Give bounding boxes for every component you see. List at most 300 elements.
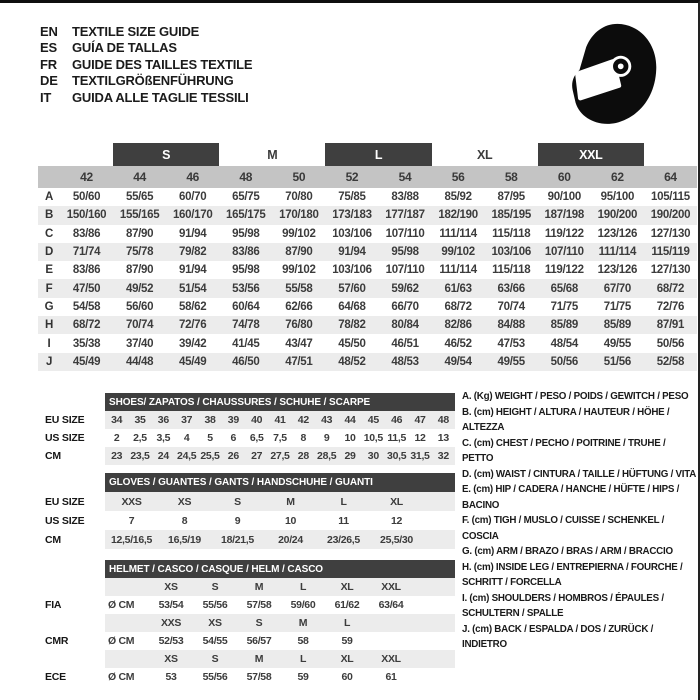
legend-item: I. (cm) SHOULDERS / HOMBROS / ÉPAULES / SCHULTERN / SPALLE (462, 592, 664, 619)
value-cell: 5 (207, 432, 213, 444)
table-title-row (38, 393, 455, 411)
size-value: 87/95 (497, 191, 525, 204)
size-number: 44 (113, 166, 166, 188)
value-cell: XXS (160, 617, 182, 629)
language-code: IT (40, 89, 52, 105)
value-cell: 9 (234, 514, 241, 527)
size-value: 48/54 (550, 337, 578, 350)
size-value: 115/118 (492, 227, 531, 240)
size-value: 87/90 (125, 227, 154, 240)
value-cell: 20/24 (278, 533, 303, 546)
value-cell: 12 (414, 432, 426, 444)
size-value: 80/84 (378, 316, 431, 334)
row-label (38, 578, 105, 596)
language-code: DE (40, 73, 58, 89)
value-cell: 59 (297, 671, 309, 683)
legend-item: C. (cm) CHEST / PECHO / POITRINE / TRUHE / PETTO (462, 437, 666, 464)
table-row (38, 596, 455, 614)
size-value: 50/60 (72, 191, 101, 204)
language-item (40, 73, 252, 90)
size-value: 190/200 (591, 206, 644, 224)
table-title: SHOES/ ZAPATOS / CHAUSSURES / SCHUHE / SCARPE (105, 393, 455, 411)
row-letter-j: J (38, 353, 60, 371)
size-value: 182/190 (432, 206, 485, 224)
size-number: 48 (219, 166, 272, 188)
value-cell: 55/56 (202, 671, 228, 683)
value-cell: 53/54 (158, 599, 184, 611)
size-value: 83/88 (391, 191, 419, 204)
size-number: 46 (166, 166, 219, 188)
row-letter-c: C (44, 227, 53, 240)
size-value: 65/75 (232, 191, 260, 204)
size-value: 83/86 (219, 243, 272, 261)
table-row (38, 614, 455, 632)
size-value: 39/42 (179, 337, 207, 350)
row-letter-f: F (38, 279, 60, 297)
size-value: 68/72 (644, 279, 697, 297)
size-value: 45/49 (60, 353, 113, 371)
value-cell: 9 (323, 432, 330, 444)
value-cell: 28,5 (317, 450, 337, 462)
size-value: 66/70 (391, 300, 419, 313)
size-value: 55/65 (125, 191, 154, 204)
value-cell: 35 (134, 414, 146, 426)
value-cell: 23/26,5 (327, 533, 360, 546)
table-row (38, 578, 455, 596)
row-cells (105, 614, 455, 632)
size-value: 54/58 (72, 300, 101, 313)
value-cell: 10 (344, 432, 356, 444)
size-value: 103/106 (332, 264, 372, 277)
value-cell: 31,5 (410, 450, 430, 462)
size-value: 115/118 (492, 264, 531, 277)
row-letter-h: H (38, 316, 60, 334)
value-cell: XS (164, 581, 178, 593)
value-cell: 8 (181, 514, 188, 527)
value-cell: XS (164, 653, 178, 665)
size-value: 50/56 (656, 337, 685, 350)
table-row (38, 411, 455, 429)
row-cells (105, 530, 455, 549)
language-item (40, 56, 252, 73)
row-cells (105, 492, 455, 511)
measurement-legend (462, 389, 698, 653)
row-letter-e: E (45, 264, 53, 277)
value-cell: 55/56 (202, 599, 228, 611)
table-row (38, 530, 455, 549)
size-value: 43/47 (285, 337, 313, 350)
value-cell: 32 (437, 450, 449, 462)
row-cells (105, 429, 455, 447)
language-item (40, 23, 252, 40)
size-number: 54 (378, 166, 431, 188)
value-cell (369, 614, 413, 632)
unit-cell (105, 578, 149, 596)
table-row (38, 447, 455, 465)
racing-helmet-icon (566, 21, 662, 127)
row-label: EU SIZE (45, 414, 85, 426)
size-value: 107/110 (385, 227, 425, 240)
size-value: 79/82 (166, 243, 219, 261)
value-cell: 43 (321, 414, 333, 426)
size-number: 58 (485, 166, 538, 188)
size-header-spacer (38, 166, 60, 188)
size-number: 62 (591, 166, 644, 188)
size-value: 105/115 (651, 191, 690, 204)
value-cell: 13 (437, 432, 449, 444)
row-label: FIA (45, 599, 62, 611)
value-cell: 41 (274, 414, 286, 426)
size-value: 150/160 (60, 206, 113, 224)
value-cell: 44 (344, 414, 356, 426)
size-value: 83/86 (72, 227, 101, 240)
value-cell: 39 (227, 414, 239, 426)
size-value: 58/62 (179, 300, 207, 313)
value-cell: 42 (297, 414, 309, 426)
language-label: TEXTILE SIZE GUIDE (72, 23, 200, 39)
value-cell: 34 (111, 414, 123, 426)
size-value: 160/170 (166, 206, 219, 224)
value-cell: S (211, 653, 219, 665)
value-cell: 26 (227, 450, 239, 462)
legend-item: B. (cm) HEIGHT / ALTURA / HAUTEUR / HÖHE / ALTEZZA (462, 406, 670, 433)
value-cell: 57/58 (246, 599, 272, 611)
size-value: 51/56 (591, 353, 644, 371)
row-label: CM (45, 533, 61, 546)
value-cell: XS (208, 617, 222, 629)
size-value: 48/53 (378, 353, 431, 371)
value-cell: M (286, 495, 295, 508)
size-group-l: L (325, 143, 431, 166)
size-number: 42 (60, 166, 113, 188)
row-label (38, 614, 105, 632)
size-value: 70/74 (497, 300, 525, 313)
value-cell: 59/60 (290, 599, 316, 611)
size-value: 50/56 (538, 353, 591, 371)
language-item (40, 40, 252, 57)
language-item (40, 89, 252, 106)
size-value: 72/76 (166, 316, 219, 334)
size-value: 35/38 (72, 337, 101, 350)
row-label-spacer (38, 560, 105, 578)
value-cell: 57/58 (246, 671, 272, 683)
size-value: 111/114 (591, 243, 644, 261)
value-cell: L (340, 495, 347, 508)
size-value: 103/106 (485, 243, 538, 261)
row-cells (105, 632, 455, 650)
value-cell: 11 (338, 514, 349, 527)
value-cell: 25,5 (200, 450, 220, 462)
value-cell: XXL (381, 653, 401, 665)
group-header-spacer (38, 143, 113, 166)
size-value: 95/100 (600, 191, 635, 204)
size-value: 87/90 (125, 264, 154, 277)
value-cell: 2 (113, 432, 120, 444)
size-number: 50 (272, 166, 325, 188)
value-cell: 30 (367, 450, 379, 462)
value-cell: 40 (251, 414, 263, 426)
row-letter-i: I (47, 337, 51, 350)
main-size-table (38, 143, 697, 371)
size-value: 46/50 (219, 353, 272, 371)
table-title: GLOVES / GUANTES / GANTS / HANDSCHUHE / GUANTI (105, 473, 455, 492)
shoes-table (38, 393, 455, 465)
value-cell: XXL (381, 581, 401, 593)
size-value: 99/102 (282, 264, 316, 277)
row-letter-a: A (44, 191, 53, 204)
value-cell: M (254, 653, 264, 665)
size-value: 74/78 (219, 316, 272, 334)
legend-item: E. (cm) HIP / CADERA / HANCHE / HÜFTE / HIPS / BACINO (462, 484, 680, 511)
value-cell: 7 (128, 514, 135, 527)
size-value: 60/64 (232, 300, 260, 313)
value-cell: 10 (284, 514, 297, 527)
table-title: HELMET / CASCO / CASQUE / HELM / CASCO (105, 560, 455, 578)
legend-item: G. (cm) ARM / BRAZO / BRAS / ARM / BRACCIO (462, 546, 673, 557)
size-value: 85/92 (444, 191, 472, 204)
size-value: 83/86 (72, 264, 101, 277)
value-cell: XL (340, 581, 354, 593)
size-group-xl: XL (476, 147, 493, 162)
value-cell: 29 (344, 450, 356, 462)
value-cell: M (298, 617, 308, 629)
row-cells (105, 596, 455, 614)
size-value: 48/52 (325, 353, 378, 371)
group-header-spacer (644, 143, 697, 166)
value-cell: 10,5 (363, 432, 383, 444)
size-value: 61/63 (432, 279, 485, 297)
table-row (38, 650, 455, 668)
size-value: 67/70 (591, 279, 644, 297)
size-number: 64 (644, 166, 697, 188)
size-value: 82/86 (432, 316, 485, 334)
size-value: 170/180 (272, 206, 325, 224)
size-group-xxl: XXL (538, 143, 644, 166)
legend-item: D. (cm) WAIST / CINTURA / TAILLE / HÜFTUNG / VITA (462, 468, 697, 480)
language-code: EN (40, 23, 58, 39)
row-cells (105, 411, 455, 429)
size-value: 185/195 (485, 206, 538, 224)
row-label: US SIZE (45, 432, 85, 444)
value-cell: 37 (181, 414, 193, 426)
row-cells (105, 447, 455, 465)
row-label (38, 650, 105, 668)
size-value: 71/75 (550, 300, 578, 313)
size-value: 70/74 (113, 316, 166, 334)
language-label: GUIDE DES TAILLES TEXTILE (72, 56, 253, 72)
value-cell: XL (390, 495, 403, 508)
unit-cell: Ø CM (108, 599, 135, 611)
value-cell: 27 (251, 450, 263, 462)
size-value: 119/122 (544, 227, 584, 240)
value-cell: 36 (157, 414, 169, 426)
row-label: US SIZE (45, 514, 85, 527)
size-value: 87/90 (272, 243, 325, 261)
size-value: 165/175 (219, 206, 272, 224)
row-letter-d: D (38, 243, 60, 261)
value-cell: 56/57 (246, 635, 272, 647)
table-title-row (38, 473, 455, 492)
value-cell: L (299, 581, 307, 593)
size-value: 107/110 (385, 264, 425, 277)
helmet-table (38, 560, 455, 686)
size-value: 70/80 (285, 191, 313, 204)
table-row (38, 429, 455, 447)
size-value: 68/72 (60, 316, 113, 334)
size-number: 52 (325, 166, 378, 188)
size-value: 51/54 (166, 279, 219, 297)
size-value: 115/119 (644, 243, 697, 261)
size-value: 91/94 (179, 227, 207, 240)
unit-cell: Ø CM (108, 635, 135, 647)
size-value: 52/58 (644, 353, 697, 371)
size-value: 127/130 (650, 264, 691, 277)
row-label: CM (45, 450, 61, 462)
value-cell: 6,5 (249, 432, 264, 444)
language-code: ES (40, 40, 57, 56)
size-value: 64/68 (338, 300, 366, 313)
size-value: 59/62 (378, 279, 431, 297)
size-value: 123/126 (597, 264, 638, 277)
size-value: 119/122 (544, 264, 584, 277)
size-value: 49/54 (432, 353, 485, 371)
table-row (38, 511, 455, 530)
size-value: 127/130 (650, 227, 691, 240)
table-title-row (38, 560, 455, 578)
size-value: 187/198 (538, 206, 591, 224)
value-cell: 25,5/30 (380, 533, 413, 546)
value-cell: 46 (391, 414, 403, 426)
size-value: 76/80 (272, 316, 325, 334)
size-group-s: S (113, 143, 219, 166)
language-label: GUIDA ALLE TAGLIE TESSILI (72, 89, 249, 105)
size-value: 87/91 (644, 316, 697, 334)
value-cell: 4 (183, 432, 190, 444)
size-value: 71/74 (60, 243, 113, 261)
value-cell: 61 (385, 671, 397, 683)
size-value: 41/45 (232, 337, 260, 350)
value-cell: 38 (204, 414, 216, 426)
value-cell: 11,5 (387, 432, 406, 444)
size-value: 46/51 (391, 337, 419, 350)
value-cell: 12,5/16,5 (110, 533, 153, 546)
value-cell: M (254, 581, 264, 593)
value-cell: XXS (121, 495, 142, 508)
size-value: 91/94 (179, 264, 207, 277)
size-value: 45/50 (338, 337, 366, 350)
size-number: 56 (432, 166, 485, 188)
value-cell: 23 (111, 450, 123, 462)
value-cell: 45 (367, 414, 379, 426)
size-value: 90/100 (547, 191, 581, 204)
row-label: CMR (45, 635, 69, 647)
row-cells (105, 578, 455, 596)
size-value: 57/60 (325, 279, 378, 297)
value-cell: 47 (414, 414, 426, 426)
row-letter-g: G (44, 300, 54, 313)
value-cell: 54/55 (202, 635, 228, 647)
size-number: 60 (538, 166, 591, 188)
language-code: FR (40, 56, 57, 72)
size-value: 107/110 (538, 243, 591, 261)
value-cell: 8 (300, 432, 307, 444)
size-value: 60/70 (179, 191, 207, 204)
value-cell: 3,5 (156, 432, 171, 444)
size-value: 190/200 (644, 206, 697, 224)
size-value: 95/98 (232, 264, 260, 277)
value-cell: L (343, 617, 351, 629)
size-value: 84/88 (485, 316, 538, 334)
value-cell: L (299, 653, 307, 665)
value-cell: 2,5 (133, 432, 147, 444)
size-value: 177/187 (378, 206, 431, 224)
size-value: 85/89 (591, 316, 644, 334)
language-label: GUÍA DE TALLAS (72, 40, 177, 56)
size-value: 68/72 (444, 300, 472, 313)
size-value: 78/82 (325, 316, 378, 334)
language-label: TEXTILGRÖßENFÜHRUNG (72, 73, 234, 89)
value-cell: 6 (230, 432, 237, 444)
size-value: 49/55 (485, 353, 538, 371)
legend-item: H. (cm) INSIDE LEG / ENTREPIERNA / FOURCHE / SCHRITT / FORCELLA (462, 561, 683, 588)
value-cell: 18/21,5 (221, 533, 254, 546)
value-cell (369, 632, 413, 650)
size-value: 91/94 (325, 243, 378, 261)
value-cell: XL (340, 653, 354, 665)
row-label: EU SIZE (45, 495, 85, 508)
table-row (38, 632, 455, 650)
row-label: ECE (45, 671, 66, 683)
row-cells (105, 668, 455, 686)
unit-cell: Ø CM (108, 671, 135, 683)
size-value: 49/52 (113, 279, 166, 297)
unit-cell (105, 650, 149, 668)
size-value: 49/55 (603, 337, 631, 350)
value-cell: S (255, 617, 263, 629)
size-value: 155/165 (113, 206, 166, 224)
table-row (38, 668, 455, 686)
value-cell: 52/53 (158, 635, 184, 647)
row-label-spacer (38, 473, 105, 492)
size-value: 99/102 (282, 227, 316, 240)
size-value: 53/56 (219, 279, 272, 297)
row-cells (105, 650, 455, 668)
size-value: 103/106 (332, 227, 372, 240)
size-value: 85/89 (538, 316, 591, 334)
size-value: 75/85 (338, 191, 366, 204)
value-cell: 59 (341, 635, 353, 647)
value-cell: XS (177, 495, 192, 508)
size-value: 44/48 (113, 353, 166, 371)
size-value: 55/58 (272, 279, 325, 297)
value-cell: 58 (297, 635, 309, 647)
value-cell: S (211, 581, 219, 593)
size-value: 111/114 (439, 264, 477, 277)
value-cell: S (234, 495, 241, 508)
size-value: 62/66 (285, 300, 313, 313)
value-cell: 27,5 (270, 450, 290, 462)
value-cell: 28 (297, 450, 309, 462)
size-value: 72/76 (656, 300, 685, 313)
value-cell: 16,5/19 (168, 533, 201, 546)
legend-item: J. (cm) BACK / ESPALDA / DOS / ZURÜCK / INDIETRO (462, 623, 654, 650)
size-value: 95/98 (378, 243, 431, 261)
value-cell: 63/64 (378, 599, 404, 611)
value-cell: 24 (157, 450, 169, 462)
size-group-m: M (267, 147, 278, 162)
value-cell: 61/62 (334, 599, 360, 611)
row-letter-b: B (38, 206, 60, 224)
